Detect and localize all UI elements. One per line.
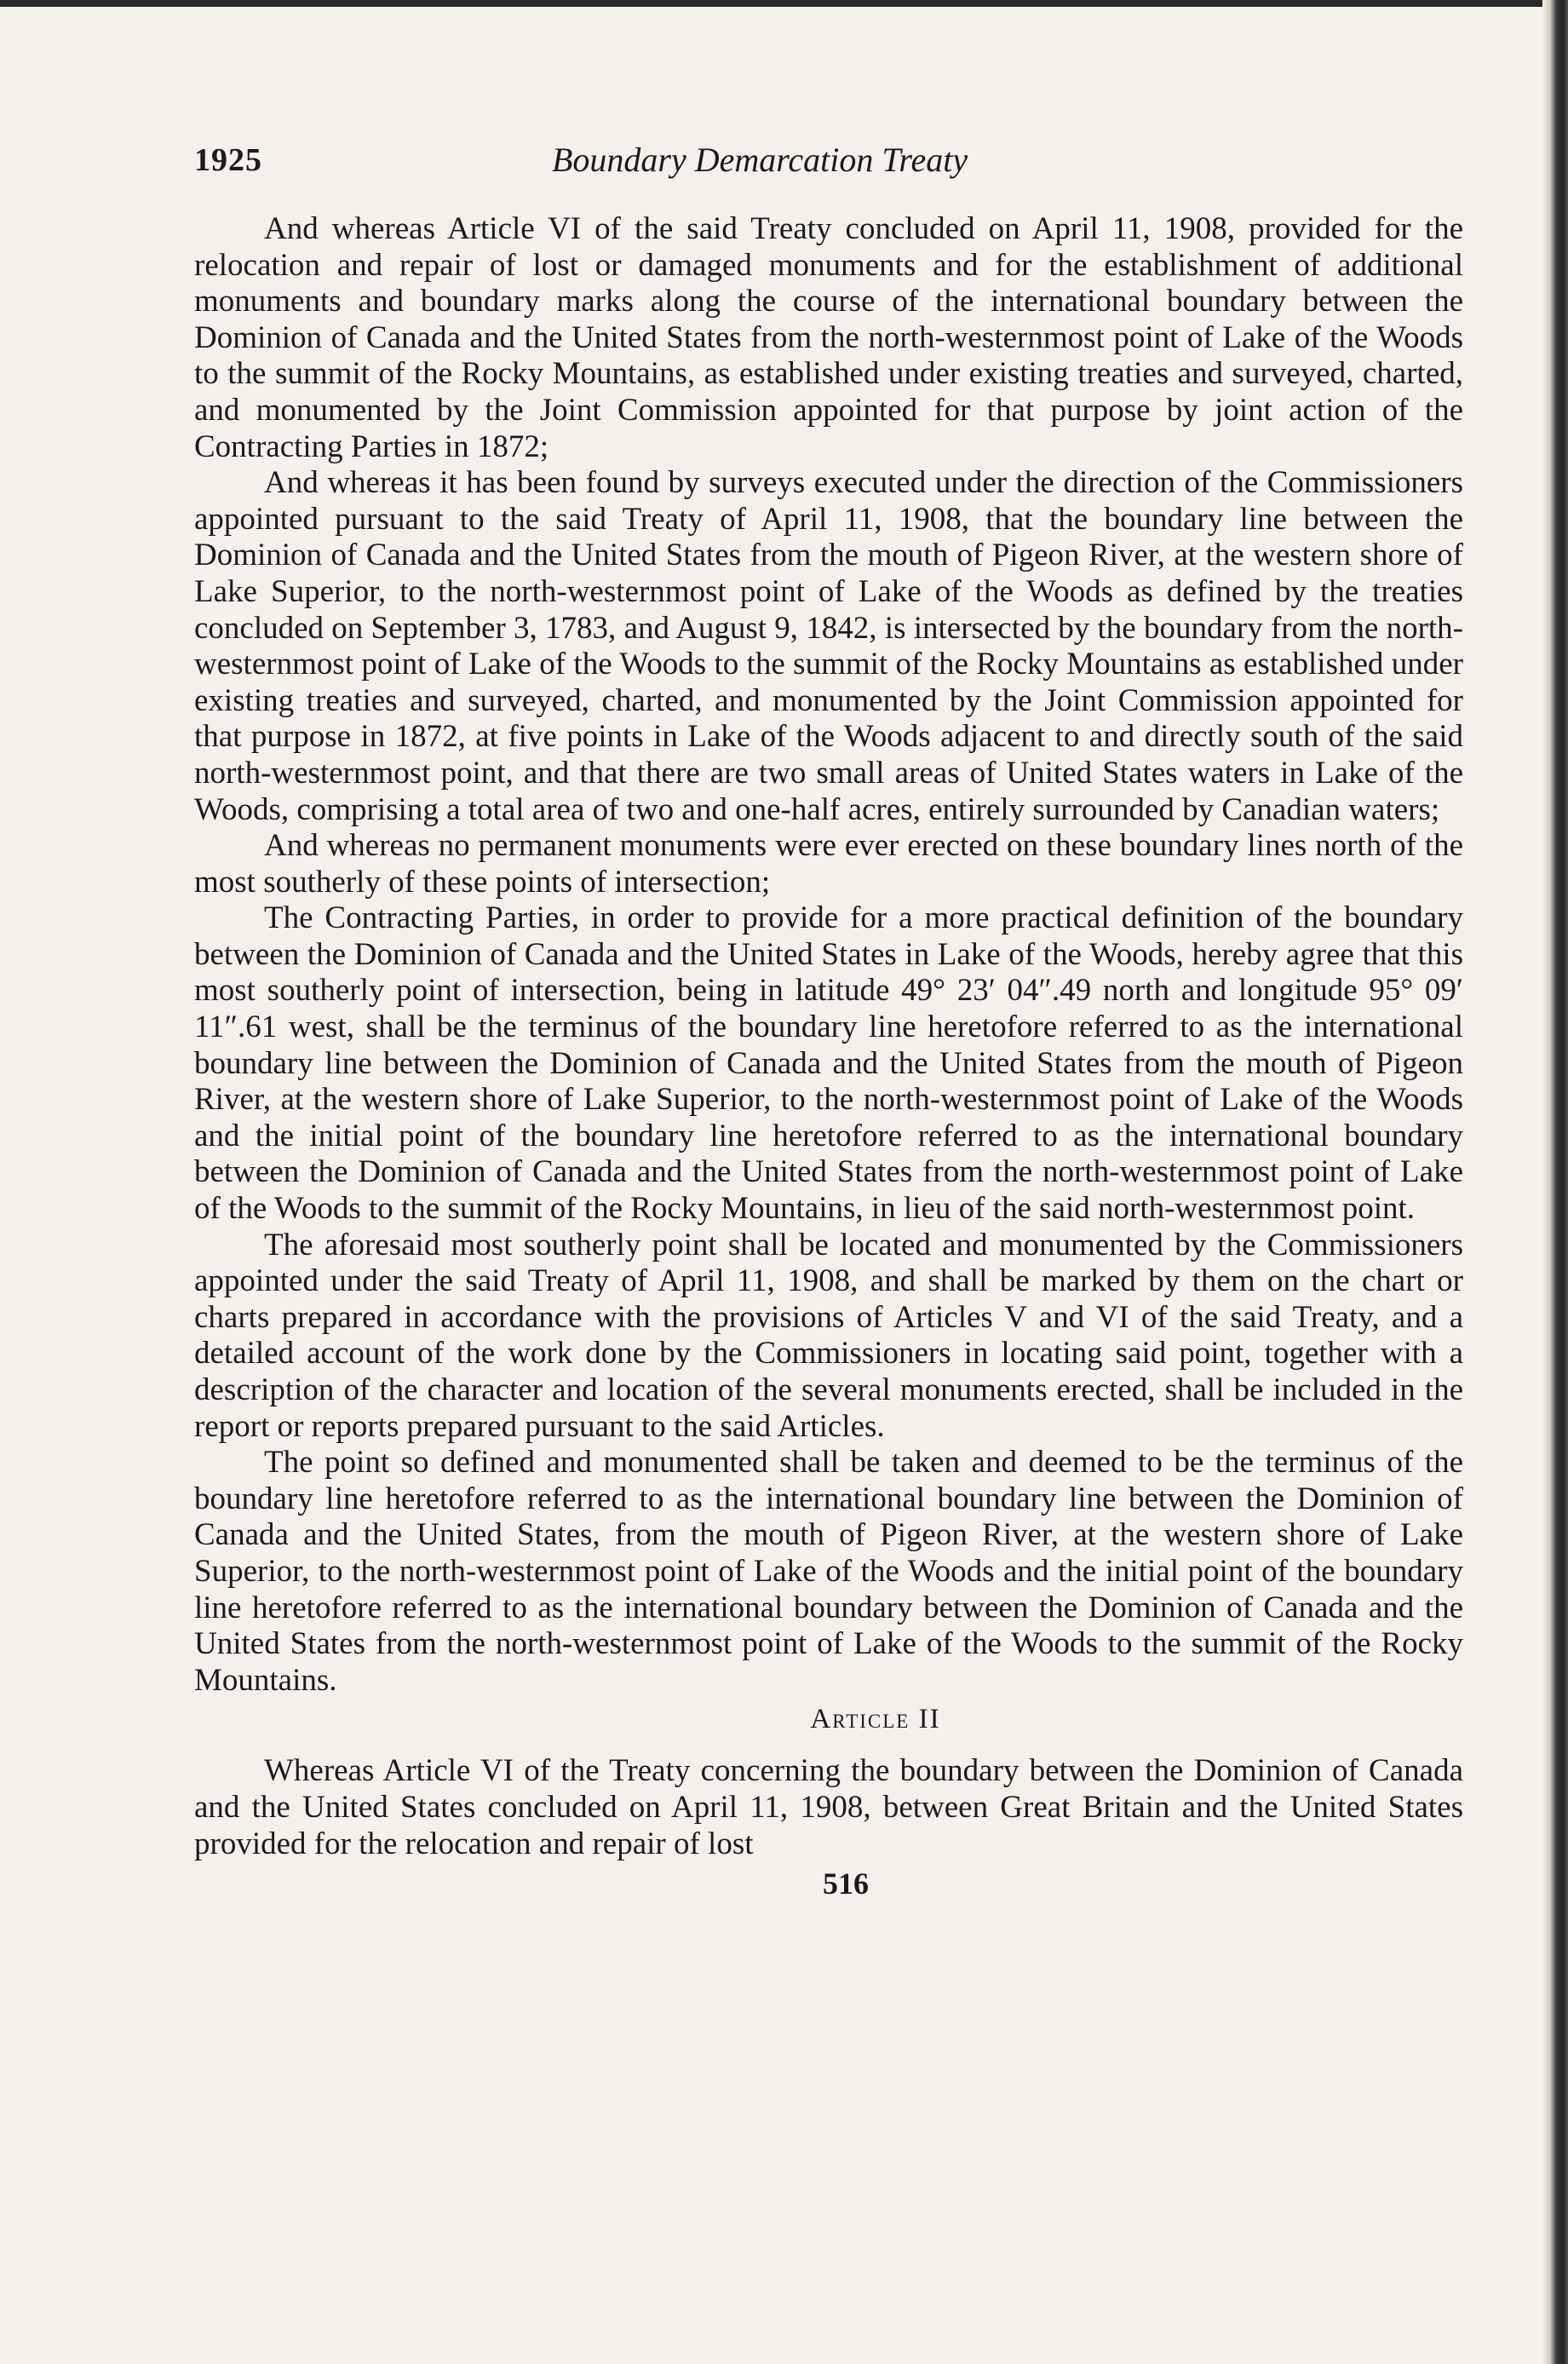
paragraph-no-monuments: And whereas no permanent monuments were ever erected on these boundary lines north of the most southerly of these points of intersection; xyxy=(194,828,1463,900)
paragraph-terminus: The point so defined and monumented shall be taken and deemed to be the terminus of the boundary line heretofore referred to as the international boundary line between the Dominion of Canada and the United States, from the mouth of Pigeon River, at the western shore of Lake Superior, to the north-westernmost point of Lake of the Woods and the initial point of the boundary line heretofore referred to as the international boundary between the Dominion of Canada and the United States from the north-westernmost point of Lake of the Woods to the summit of the Rocky Mountains. xyxy=(194,1445,1463,1698)
scan-top-rule xyxy=(0,0,1568,7)
running-title: Boundary Demarcation Treaty xyxy=(552,141,968,179)
page-number: 516 xyxy=(823,1866,869,1901)
paragraph-contracting-parties: The Contracting Parties, in order to provide for a more practical definition of the boundary between the Dominion of Canada and the United States in Lake of the Woods, hereby agree that this most southerly point of intersection, being in latitude 49° 23′ 04″.49 north and longitude 95° 09′ 11″.61 west, shall be the terminus of the boundary line heretofore referred to as the international boundary line between the Dominion of Canada and the United States from the mouth of Pigeon River, at the western shore of Lake Superior, to the north-westernmost point of Lake of the Woods and the initial point of the boundary line heretofore referred to as the international boundary between the Dominion of Canada and the United States from the north-westernmost point of Lake of the Woods to the summit of the Rocky Mountains, in lieu of the said north-westernmost point. xyxy=(194,900,1463,1227)
article-heading-text: Article II xyxy=(810,1704,941,1735)
document-page xyxy=(194,128,1463,1901)
paragraph-monumented-point: The aforesaid most southerly point shall be located and monumented by the Commissioners appointed under the said Treaty of April 11, 1908, and shall be marked by them on the chart or charts prepared in accordance with the provisions of Articles V and VI of the said Treaty, and a detailed account of the work done by the Commissioners in locating said point, together with a description of the character and location of the several monuments erected, shall be included in the report or reports prepared pursuant to the said Articles. xyxy=(194,1227,1463,1444)
paragraph-article-vi-recital: And whereas Article VI of the said Treaty concluded on April 11, 1908, provided for the relocation and repair of lost or damaged monuments and for the establishment of additional monuments and boundary marks along the course of the international boundary between the Dominion of Canada and the United States from the north-westernmost point of Lake of the Woods to the summit of the Rocky Mountains, as established under existing treaties and surveyed, charted, and monumented by the Joint Commission appointed for that purpose by joint action of the Contracting Parties in 1872; xyxy=(194,211,1463,464)
scan-binding-edge xyxy=(1542,0,1568,2364)
paragraph-surveys-finding: And whereas it has been found by surveys executed under the direction of the Commissioners appointed pursuant to the said Treaty of April 11, 1908, that the boundary line between the Dominion of Canada and the United States from the mouth of Pigeon River, at the western shore of Lake Superior, to the north-westernmost point of Lake of the Woods as defined by the treaties concluded on September 3, 1783, and August 9, 1842, is intersected by the boundary from the north-westernmost point of Lake of the Woods to the summit of the Rocky Mountains as established under existing treaties and surveyed, charted, and monumented by the Joint Commission appointed for that purpose in 1872, at five points in Lake of the Woods adjacent to and directly south of the said north-westernmost point, and that there are two small areas of United States waters in Lake of the Woods, comprising a total area of two and one-half acres, entirely surrounded by Canadian waters; xyxy=(194,465,1463,827)
article-heading xyxy=(288,1700,1463,1738)
body-text xyxy=(194,211,1463,1862)
paragraph-article-ii: Whereas Article VI of the Treaty concerning the boundary between the Dominion of Canada and the United States concluded on April 11, 1908, between Great Britain and the United States provided for the relocation and repair of lost xyxy=(194,1753,1463,1861)
header-year: 1925 xyxy=(194,142,262,178)
page-header xyxy=(194,128,1463,187)
